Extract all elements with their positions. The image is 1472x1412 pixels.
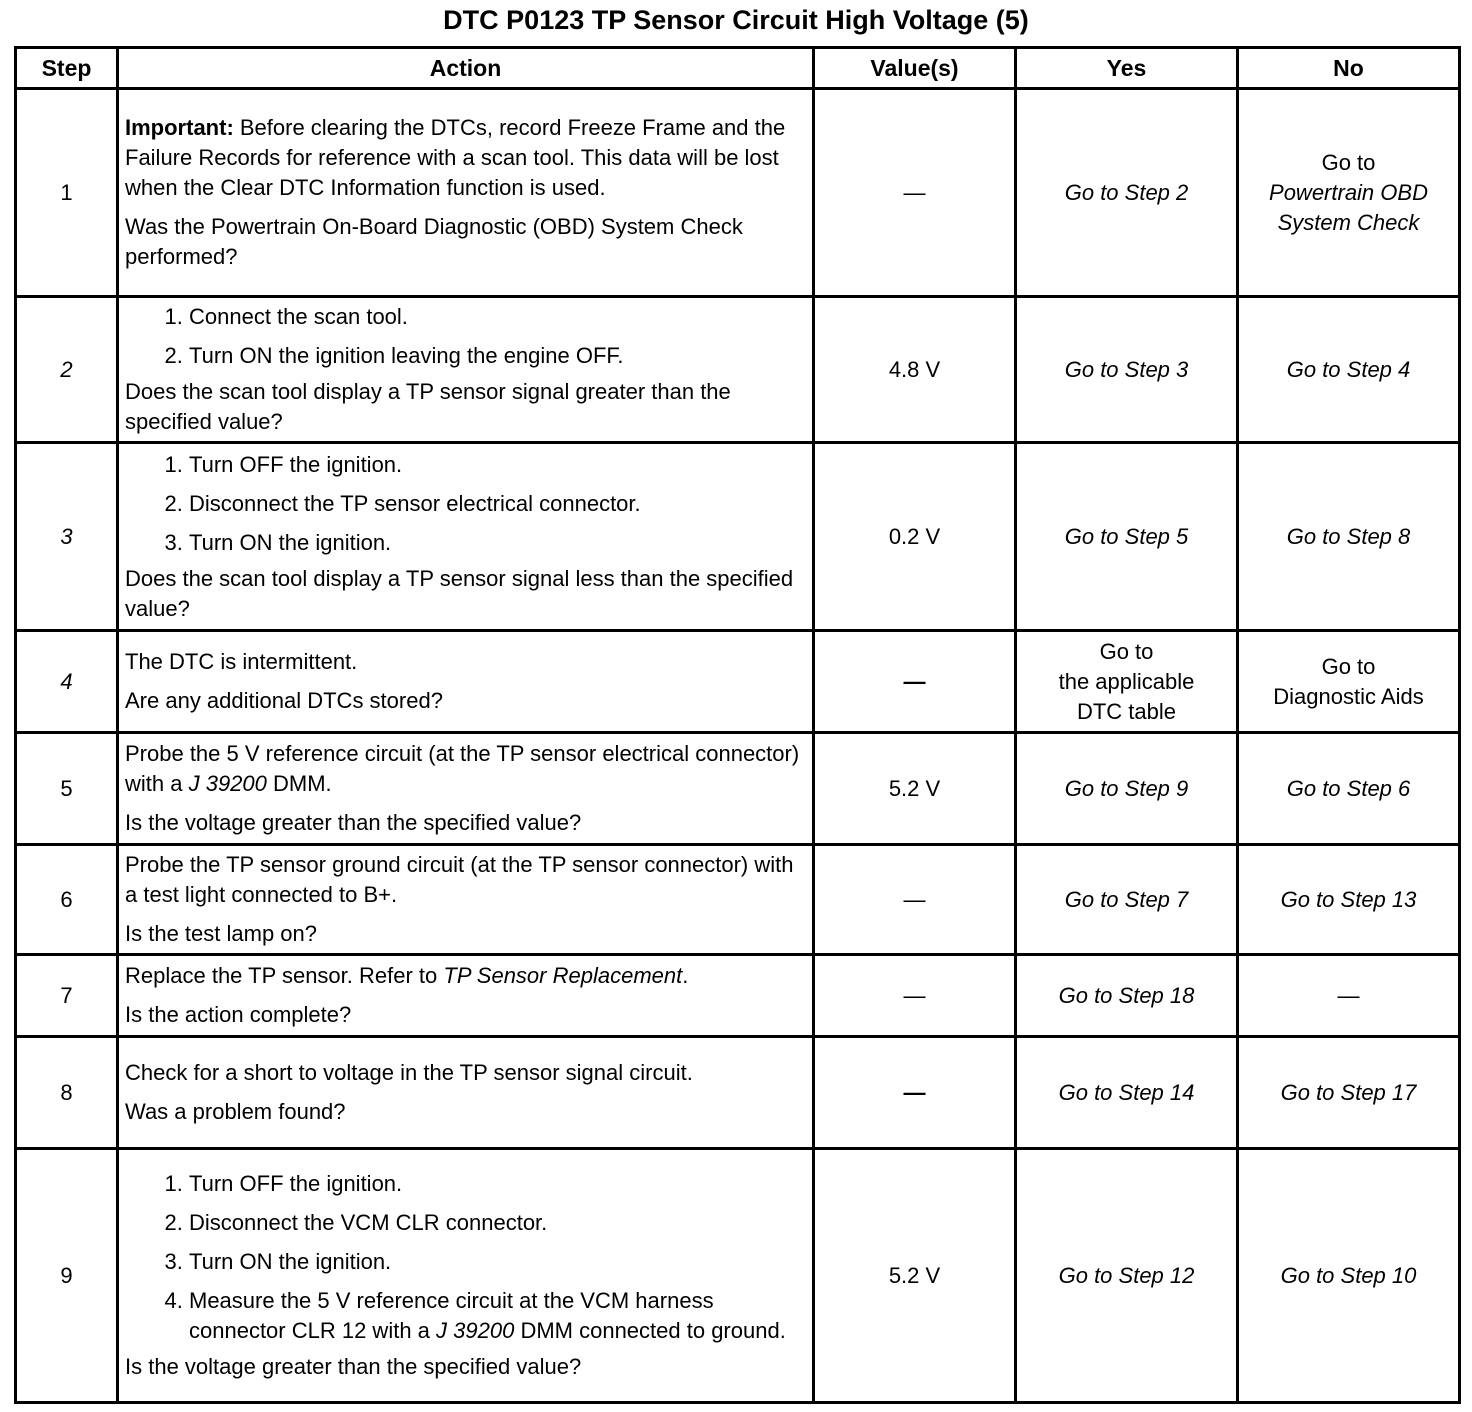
action-cell [118, 1149, 814, 1403]
no-line-1: Go to [1321, 653, 1376, 679]
tool-name: J 39200 [188, 771, 267, 796]
no-cell: Go to Step 13 [1238, 845, 1460, 955]
action-statement: Check for a short to voltage in the TP sensor signal circuit. [125, 1060, 693, 1085]
action-cell [118, 443, 814, 631]
table-row [16, 89, 1460, 297]
table-row [16, 1037, 1460, 1149]
no-line-2: Diagnostic Aids [1273, 683, 1424, 709]
yes-cell: Go to Step 5 [1016, 443, 1238, 631]
action-cell [118, 845, 814, 955]
step-number: 2 [16, 297, 118, 443]
tool-name: J 39200 [436, 1318, 515, 1343]
yes-cell [1016, 631, 1238, 733]
step-number: 6 [16, 845, 118, 955]
header-yes: Yes [1016, 48, 1238, 89]
yes-line-3: DTC table [1076, 698, 1177, 724]
no-line-1: Go to [1321, 149, 1376, 175]
action-statement: Probe the TP sensor ground circuit (at the TP sensor connector) with a test light connected to B+. [125, 852, 794, 907]
step-number: 9 [16, 1149, 118, 1403]
action-cell [118, 89, 814, 297]
table-row [16, 733, 1460, 845]
value-cell: — [814, 89, 1016, 297]
action-text: Measure the 5 V reference circuit at the VCM harness connector CLR 12 with a [189, 1288, 714, 1343]
action-text: Replace the TP sensor. Refer to [125, 963, 444, 988]
no-cell [1238, 89, 1460, 297]
important-text: Before clearing the DTCs, record Freeze Frame and the Failure Records for reference with a scan tool. This data will be lost when the Clear DTC Information function is used. [125, 115, 786, 200]
step-number: 1 [16, 89, 118, 297]
list-item: 3. Turn ON the ignition. [189, 528, 806, 558]
action-question: Was the Powertrain On-Board Diagnostic (OBD) System Check performed? [125, 214, 743, 269]
table-row [16, 443, 1460, 631]
action-steps-list [125, 1169, 806, 1346]
no-line-2: Powertrain OBD System Check [1269, 179, 1428, 235]
important-label: Important: [125, 115, 234, 140]
yes-cell: Go to Step 9 [1016, 733, 1238, 845]
yes-cell: Go to Step 7 [1016, 845, 1238, 955]
yes-cell: Go to Step 18 [1016, 955, 1238, 1037]
header-action: Action [118, 48, 814, 89]
action-question: Was a problem found? [125, 1099, 346, 1124]
action-cell [118, 297, 814, 443]
value-cell: 0.2 V [814, 443, 1016, 631]
action-steps-list [125, 450, 806, 558]
action-question: Does the scan tool display a TP sensor signal greater than the specified value? [125, 379, 731, 434]
no-cell: Go to Step 4 [1238, 297, 1460, 443]
action-cell [118, 1037, 814, 1149]
list-item: 3. Turn ON the ignition. [189, 1247, 806, 1277]
important-note [125, 113, 806, 203]
list-item: 1. Turn OFF the ignition. [189, 1169, 806, 1199]
action-statement: The DTC is intermittent. [125, 649, 358, 674]
action-cell [118, 631, 814, 733]
page-title: DTC P0123 TP Sensor Circuit High Voltage (5) [443, 5, 1029, 35]
yes-cell: Go to Step 3 [1016, 297, 1238, 443]
step-number: 8 [16, 1037, 118, 1149]
list-item: 1. Turn OFF the ignition. [189, 450, 806, 480]
no-cell: — [1238, 955, 1460, 1037]
no-cell: Go to Step 6 [1238, 733, 1460, 845]
step-number: 5 [16, 733, 118, 845]
value-cell: — [814, 955, 1016, 1037]
value-cell: — [814, 1037, 1016, 1149]
action-text: DMM. [266, 771, 332, 796]
no-cell: Go to Step 17 [1238, 1037, 1460, 1149]
list-item: 2. Disconnect the TP sensor electrical connector. [189, 489, 806, 519]
no-cell [1238, 631, 1460, 733]
diagnostic-table [14, 46, 1461, 1404]
header-values: Value(s) [814, 48, 1016, 89]
table-row [16, 631, 1460, 733]
reference-link: TP Sensor Replacement [443, 963, 683, 988]
action-text: DMM connected to ground. [514, 1318, 786, 1343]
value-cell: — [814, 631, 1016, 733]
yes-cell: Go to Step 2 [1016, 89, 1238, 297]
table-row [16, 845, 1460, 955]
step-number: 7 [16, 955, 118, 1037]
header-no: No [1238, 48, 1460, 89]
value-cell: 5.2 V [814, 733, 1016, 845]
action-text: . [682, 963, 689, 988]
yes-line-2: the applicable [1058, 668, 1195, 694]
action-steps-list [125, 302, 806, 371]
action-question: Is the test lamp on? [125, 921, 317, 946]
action-cell [118, 955, 814, 1037]
yes-cell: Go to Step 14 [1016, 1037, 1238, 1149]
action-text: Probe the 5 V reference circuit (at the TP sensor electrical connector) with a [125, 741, 800, 796]
no-cell: Go to Step 10 [1238, 1149, 1460, 1403]
list-item [189, 1286, 806, 1346]
value-cell: 5.2 V [814, 1149, 1016, 1403]
yes-line-1: Go to [1099, 638, 1154, 664]
step-number: 3 [16, 443, 118, 631]
action-question: Does the scan tool display a TP sensor signal less than the specified value? [125, 565, 794, 621]
action-statement [125, 739, 806, 799]
yes-cell: Go to Step 12 [1016, 1149, 1238, 1403]
action-question: Is the voltage greater than the specified value? [125, 810, 582, 835]
header-step: Step [16, 48, 118, 89]
action-statement [125, 961, 806, 991]
action-question: Is the action complete? [125, 1002, 352, 1027]
step-number: 4 [16, 631, 118, 733]
value-cell: — [814, 845, 1016, 955]
table-row [16, 297, 1460, 443]
action-question: Is the voltage greater than the specified value? [125, 1354, 582, 1379]
table-row [16, 1149, 1460, 1403]
action-cell [118, 733, 814, 845]
list-item: 2. Turn ON the ignition leaving the engine OFF. [189, 341, 806, 371]
no-cell: Go to Step 8 [1238, 443, 1460, 631]
table-header-row [16, 48, 1460, 89]
value-cell: 4.8 V [814, 297, 1016, 443]
list-item: 1. Connect the scan tool. [189, 302, 806, 332]
table-row [16, 955, 1460, 1037]
list-item: 2. Disconnect the VCM CLR connector. [189, 1208, 806, 1238]
action-question: Are any additional DTCs stored? [125, 688, 443, 713]
